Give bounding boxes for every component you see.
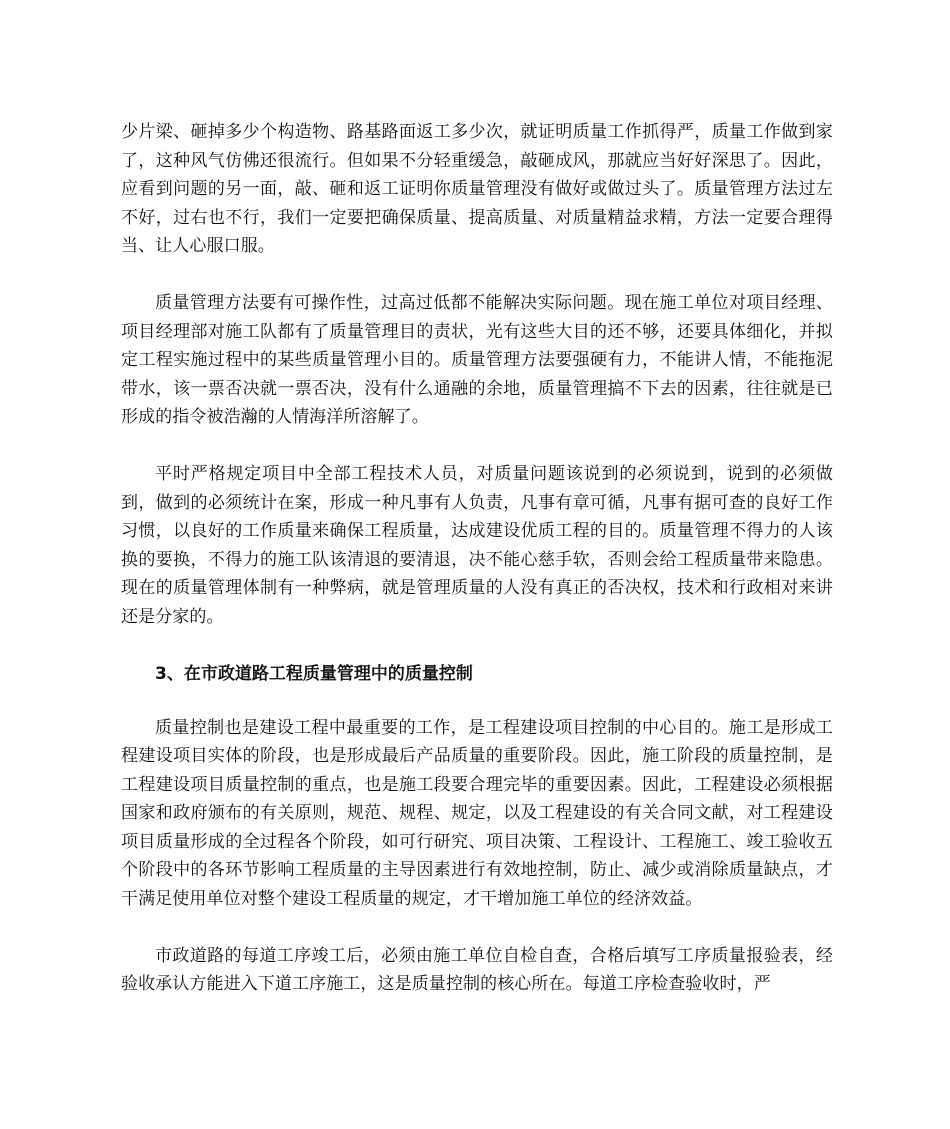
paragraph-gap bbox=[121, 432, 833, 460]
section-heading: 3、在市政道路工程质量管理中的质量控制 bbox=[155, 663, 473, 684]
document-page bbox=[121, 118, 833, 999]
paragraph-gap bbox=[121, 914, 833, 942]
paragraph-2: 质量管理方法要有可操作性，过高过低都不能解决实际问题。现在施工单位对项目经理、项目经理部对施工队都有了质量管理目的责状，光有这些大目的还不够，还要具体细化，并拟定工程实施过程中的某些质量管理小目的。质量管理方法要强硬有力，不能讲人情，不能拖泥带水，该一票否决就一票否决，没有什么通融的余地，质量管理搞不下去的因素，往往就是已形成的指令被浩瀚的人情海洋所溶解了。 bbox=[121, 292, 833, 428]
section-paragraph-1: 质量控制也是建设工程中最重要的工作，是工程建设项目控制的中心目的。施工是形成工程建设项目实体的阶段，也是形成最后产品质量的重要阶段。因此，施工阶段的质量控制，是工程建设项目质量控制的重点，也是施工段要合理完毕的重要因素。因此，工程建设必须根据国家和政府颁布的有关原则，规范、规程、规定，以及工程建设的有关合同文献，对工程建设项目质量形成的全过程各个阶段，如可行研究、项目决策、工程设计、工程施工、竣工验收五个阶段中的各环节影响工程质量的主导因素进行有效地控制，防止、减少或消除质量缺点，才干满足使用单位对整个建设工程质量的规定，才干增加施工单位的经济效益。 bbox=[121, 717, 833, 910]
paragraph-gap bbox=[121, 688, 833, 714]
paragraph-gap bbox=[121, 261, 833, 289]
section-paragraph-2: 市政道路的每道工序竣工后，必须由施工单位自检自查，合格后填写工序质量报验表，经验收承认方能进入下道工序施工，这是质量控制的核心所在。每道工序检查验收时，严 bbox=[121, 945, 833, 995]
paragraph-gap bbox=[121, 632, 833, 660]
paragraph-3: 平时严格规定项目中全部工程技术人员，对质量问题该说到的必须说到，说到的必须做到，做到的必须统计在案，形成一种凡事有人负责，凡事有章可循，凡事有据可查的良好工作习惯，以良好的工作质量来确保工程质量，达成建设优质工程的目的。质量管理不得力的人该换的要换，不得力的施工队该清退的要清退，决不能心慈手软，否则会给工程质量带来隐患。现在的质量管理体制有一种弊病，就是管理质量的人没有真正的否决权，技术和行政相对来讲还是分家的。 bbox=[121, 463, 833, 627]
paragraph-1: 少片梁、砸掉多少个构造物、路基路面返工多少次，就证明质量工作抓得严，质量工作做到家了，这种风气仿佛还很流行。但如果不分轻重缓急，敲砸成风，那就应当好好深思了。因此，应看到问题的另一面，敲、砸和返工证明你质量管理没有做好或做过头了。质量管理方法过左不好，过右也不行，我们一定要把确保质量、提高质量、对质量精益求精，方法一定要合理得当、让人心服口服。 bbox=[121, 122, 833, 257]
